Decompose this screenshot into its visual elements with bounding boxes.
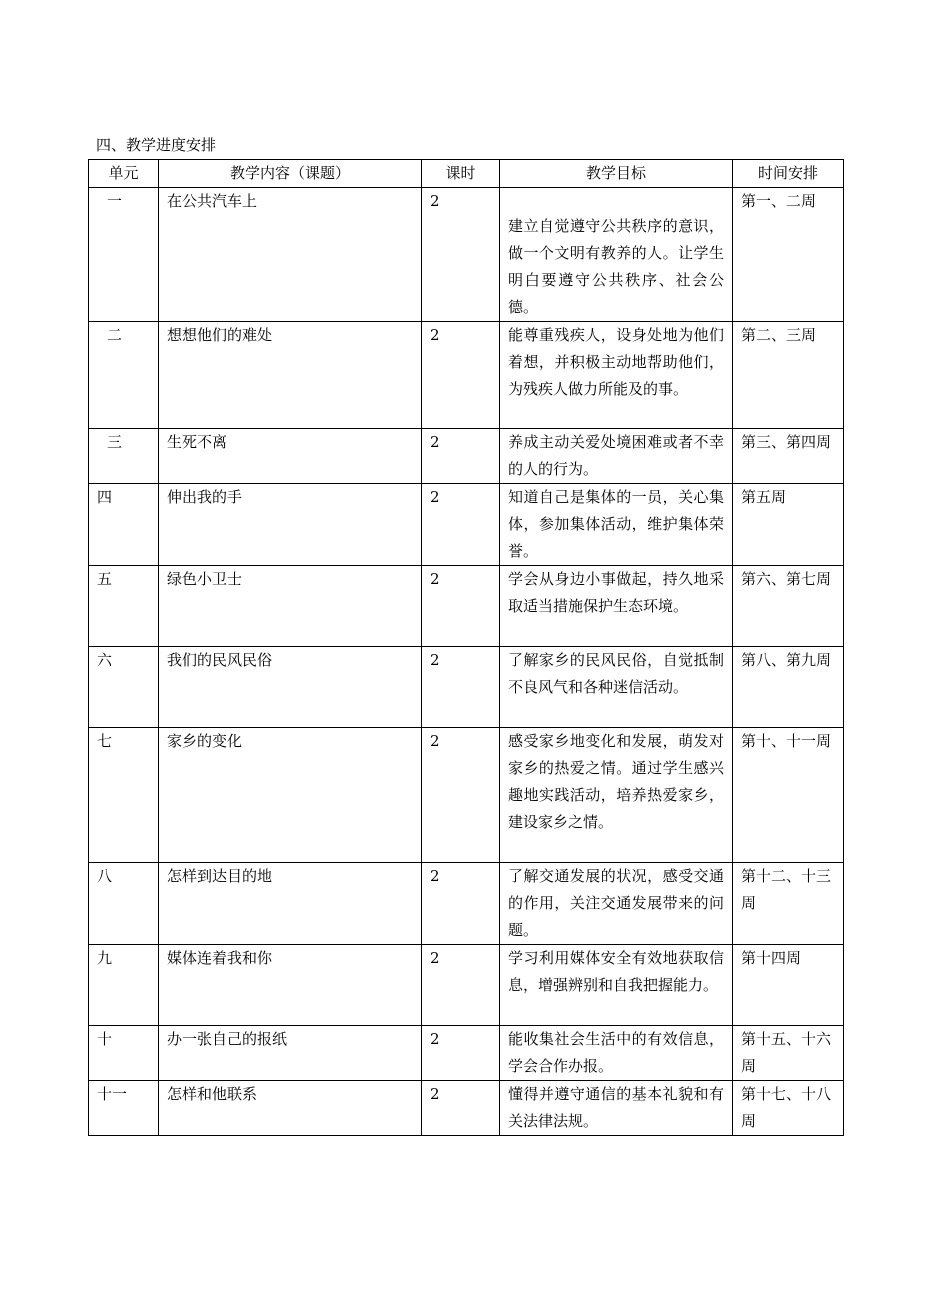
goal-cell: 能尊重残疾人，设身处地为他们着想，并积极主动地帮助他们，为残疾人做力所能及的事。 (500, 322, 733, 429)
unit-cell: 六 (89, 647, 159, 728)
header-unit: 单元 (89, 160, 159, 188)
table-row (89, 484, 844, 566)
time-cell: 第十、十一周 (733, 728, 844, 863)
unit-cell: 十一 (89, 1081, 159, 1136)
time-cell: 第五周 (733, 484, 844, 566)
time-cell: 第十四周 (733, 945, 844, 1026)
hours-cell: 2 (422, 728, 500, 863)
lesson-cell: 生死不离 (159, 429, 422, 484)
section-heading: 四、教学进度安排 (96, 136, 217, 154)
goal-cell: 能收集社会生活中的有效信息，学会合作办报。 (500, 1026, 733, 1081)
lesson-cell: 家乡的变化 (159, 728, 422, 863)
teaching-schedule-table (88, 159, 844, 1136)
hours-cell: 2 (422, 945, 500, 1026)
unit-cell: 五 (89, 566, 159, 647)
table-row (89, 429, 844, 484)
table-row (89, 1081, 844, 1136)
header-lesson: 教学内容（课题） (159, 160, 422, 188)
lesson-cell: 我们的民风民俗 (159, 647, 422, 728)
goal-cell: 学会从身边小事做起，持久地采取适当措施保护生态环境。 (500, 566, 733, 647)
hours-cell: 2 (422, 647, 500, 728)
time-cell: 第三、第四周 (733, 429, 844, 484)
hours-cell: 2 (422, 188, 500, 322)
header-hours: 课时 (422, 160, 500, 188)
unit-cell: 三 (89, 429, 159, 484)
lesson-cell: 办一张自己的报纸 (159, 1026, 422, 1081)
time-cell: 第十五、十六周 (733, 1026, 844, 1081)
time-cell: 第二、三周 (733, 322, 844, 429)
time-cell: 第八、第九周 (733, 647, 844, 728)
table-row (89, 566, 844, 647)
table-row (89, 728, 844, 863)
hours-cell: 2 (422, 566, 500, 647)
table-row (89, 945, 844, 1026)
lesson-cell: 怎样到达目的地 (159, 863, 422, 945)
hours-cell: 2 (422, 484, 500, 566)
lesson-cell: 媒体连着我和你 (159, 945, 422, 1026)
goal-cell: 知道自己是集体的一员，关心集体，参加集体活动，维护集体荣誉。 (500, 484, 733, 566)
time-cell: 第六、第七周 (733, 566, 844, 647)
hours-cell: 2 (422, 1081, 500, 1136)
table-row (89, 188, 844, 322)
hours-cell: 2 (422, 1026, 500, 1081)
unit-cell: 十 (89, 1026, 159, 1081)
unit-cell: 二 (89, 322, 159, 429)
lesson-cell: 想想他们的难处 (159, 322, 422, 429)
unit-cell: 九 (89, 945, 159, 1026)
goal-cell: 建立自觉遵守公共秩序的意识，做一个文明有教养的人。让学生明白要遵守公共秩序、社会公德。 (500, 188, 733, 322)
table-row (89, 863, 844, 945)
unit-cell: 一 (89, 188, 159, 322)
hours-cell: 2 (422, 863, 500, 945)
goal-cell: 感受家乡地变化和发展，萌发对家乡的热爱之情。通过学生感兴趣地实践活动，培养热爱家乡，建设家乡之情。 (500, 728, 733, 863)
lesson-cell: 怎样和他联系 (159, 1081, 422, 1136)
lesson-cell: 在公共汽车上 (159, 188, 422, 322)
table-header-row (89, 160, 844, 188)
lesson-cell: 绿色小卫士 (159, 566, 422, 647)
goal-cell: 懂得并遵守通信的基本礼貌和有关法律法规。 (500, 1081, 733, 1136)
time-cell: 第一、二周 (733, 188, 844, 322)
goal-cell: 了解交通发展的状况，感受交通的作用，关注交通发展带来的问题。 (500, 863, 733, 945)
unit-cell: 四 (89, 484, 159, 566)
table-row (89, 1026, 844, 1081)
unit-cell: 七 (89, 728, 159, 863)
hours-cell: 2 (422, 429, 500, 484)
goal-cell: 养成主动关爱处境困难或者不幸的人的行为。 (500, 429, 733, 484)
goal-cell: 学习利用媒体安全有效地获取信息，增强辨别和自我把握能力。 (500, 945, 733, 1026)
time-cell: 第十二、十三周 (733, 863, 844, 945)
header-goal: 教学目标 (500, 160, 733, 188)
hours-cell: 2 (422, 322, 500, 429)
lesson-cell: 伸出我的手 (159, 484, 422, 566)
table-row (89, 647, 844, 728)
goal-cell: 了解家乡的民风民俗，自觉抵制不良风气和各种迷信活动。 (500, 647, 733, 728)
header-time: 时间安排 (733, 160, 844, 188)
time-cell: 第十七、十八周 (733, 1081, 844, 1136)
table-row (89, 322, 844, 429)
unit-cell: 八 (89, 863, 159, 945)
